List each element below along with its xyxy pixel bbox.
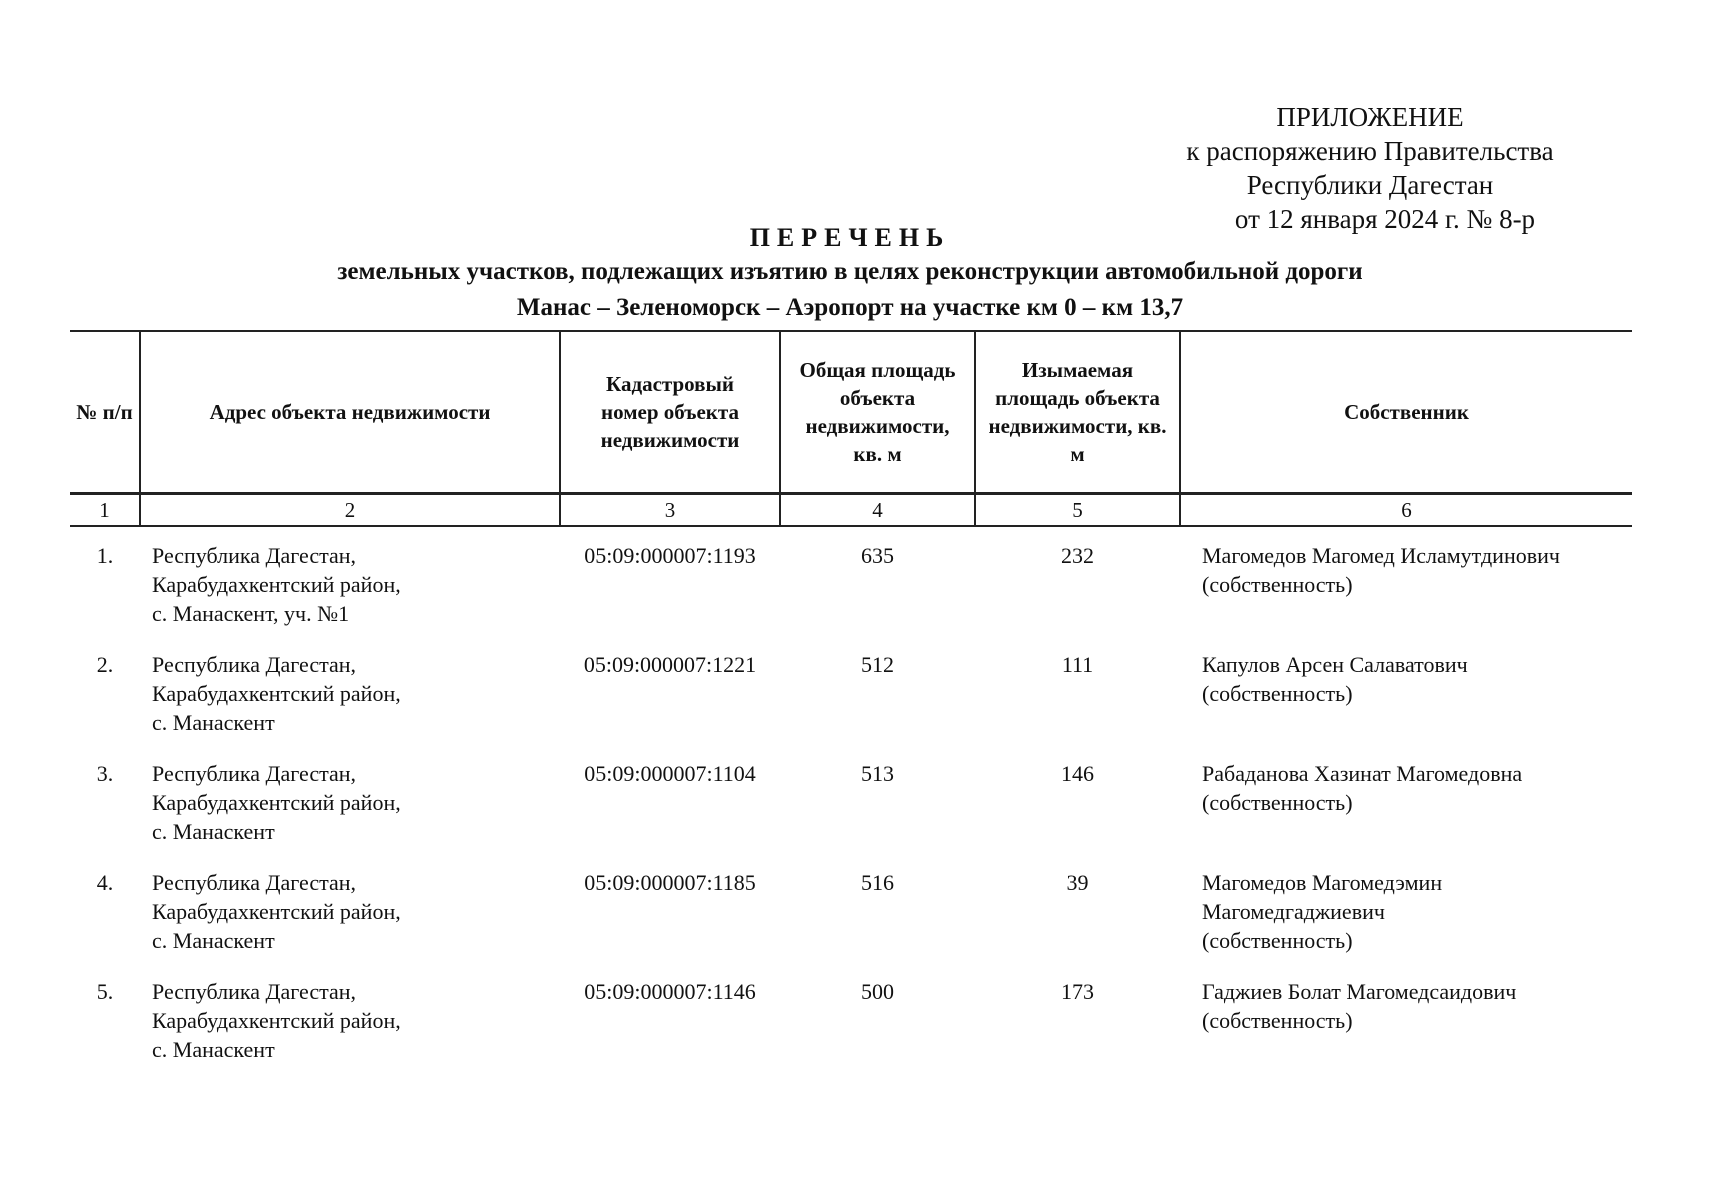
row-address <box>140 963 560 1072</box>
owner-line: (собственность) <box>1202 681 1353 706</box>
owner-line: Капулов Арсен Салаватович <box>1202 652 1468 677</box>
row-total-area: 512 <box>861 652 894 677</box>
owner-line: (собственность) <box>1202 790 1353 815</box>
row-cadastral-number: 05:09:000007:1221 <box>583 652 757 677</box>
row-number: 3. <box>96 761 114 786</box>
row-address <box>140 745 560 854</box>
row-seized-area: 39 <box>1066 870 1089 895</box>
row-seized-area: 146 <box>1061 761 1094 786</box>
table-row <box>70 526 1632 636</box>
owner-line: Рабаданова Хазинат Магомедовна <box>1202 761 1523 786</box>
address-line: Республика Дагестан, <box>152 652 357 677</box>
column-number: 1 <box>70 494 140 527</box>
header-cadastral: Кадастровый номер объекта недвижимости <box>560 331 780 494</box>
row-total-area: 516 <box>861 870 894 895</box>
address-line: с. Манаскент <box>152 1037 275 1062</box>
owner-line: (собственность) <box>1202 572 1353 597</box>
column-number: 4 <box>780 494 975 527</box>
owner-line: Гаджиев Болат Магомедсаидович <box>1202 979 1517 1004</box>
column-number-row <box>70 494 1632 527</box>
appendix-date: от 12 января 2024 г. № 8-р <box>1234 204 1536 234</box>
row-total-area: 513 <box>861 761 894 786</box>
address-line: Республика Дагестан, <box>152 543 357 568</box>
address-line: Республика Дагестан, <box>152 979 357 1004</box>
column-number: 6 <box>1180 494 1632 527</box>
appendix-line-2: Республики Дагестан <box>1246 170 1494 200</box>
address-line: с. Манаскент <box>152 819 275 844</box>
table-row <box>70 636 1632 745</box>
row-cadastral-number: 05:09:000007:1146 <box>584 979 756 1004</box>
row-address <box>140 526 560 636</box>
owner-line: (собственность) <box>1202 928 1353 953</box>
row-seized-area: 111 <box>1061 652 1094 677</box>
table-row <box>70 854 1632 963</box>
header-address: Адрес объекта недвижимости <box>140 331 560 494</box>
owner-line: Магомедгаджиевич <box>1202 899 1385 924</box>
owner-line: (собственность) <box>1202 1008 1353 1033</box>
row-seized-area: 173 <box>1061 979 1094 1004</box>
header-total-area: Общая площадь объекта недвижимости, кв. м <box>780 331 975 494</box>
address-line: с. Манаскент <box>152 710 275 735</box>
address-line: Карабудахкентский район, <box>152 790 401 815</box>
row-number: 2. <box>96 652 114 677</box>
row-address <box>140 854 560 963</box>
row-owner <box>1180 636 1632 745</box>
column-number: 3 <box>560 494 780 527</box>
address-line: с. Манаскент, уч. №1 <box>152 601 350 626</box>
header-owner: Собственник <box>1180 331 1632 494</box>
row-owner <box>1180 526 1632 636</box>
row-cadastral-number: 05:09:000007:1104 <box>584 761 756 786</box>
address-line: Республика Дагестан, <box>152 870 357 895</box>
column-number: 2 <box>140 494 560 527</box>
header-num: № п/п <box>70 331 140 494</box>
row-total-area: 500 <box>861 979 894 1004</box>
address-line: с. Манаскент <box>152 928 275 953</box>
row-number: 5. <box>96 979 114 1004</box>
address-line: Карабудахкентский район, <box>152 899 401 924</box>
table-row <box>70 963 1632 1072</box>
row-cadastral-number: 05:09:000007:1193 <box>584 543 756 568</box>
appendix-block <box>1150 100 1590 236</box>
owner-line: Магомедов Магомед Исламутдинович <box>1202 543 1560 568</box>
row-number: 4. <box>96 870 114 895</box>
title-main: ПЕРЕЧЕНЬ <box>749 223 951 252</box>
title-line-2: Манас – Зеленоморск – Аэропорт на участке км 0 – км 13,7 <box>516 294 1184 321</box>
address-line: Республика Дагестан, <box>152 761 357 786</box>
address-line: Карабудахкентский район, <box>152 1008 401 1033</box>
appendix-line-1: к распоряжению Правительства <box>1186 136 1554 166</box>
address-line: Карабудахкентский район, <box>152 572 401 597</box>
row-total-area: 635 <box>861 543 894 568</box>
row-owner <box>1180 745 1632 854</box>
row-address <box>140 636 560 745</box>
header-seized-area: Изымаемая площадь объекта недвижимости, кв. м <box>975 331 1180 494</box>
title-line-1: земельных участков, подлежащих изъятию в целях реконструкции автомобильной дороги <box>337 258 1363 285</box>
appendix-heading: ПРИЛОЖЕНИЕ <box>1276 102 1464 132</box>
land-plots-table <box>70 330 1632 1072</box>
row-seized-area: 232 <box>1061 543 1094 568</box>
header-row <box>70 331 1632 494</box>
row-owner <box>1180 854 1632 963</box>
row-cadastral-number: 05:09:000007:1185 <box>584 870 756 895</box>
address-line: Карабудахкентский район, <box>152 681 401 706</box>
row-number: 1. <box>96 543 114 568</box>
column-number: 5 <box>975 494 1180 527</box>
row-owner <box>1180 963 1632 1072</box>
table-row <box>70 745 1632 854</box>
document-title <box>200 222 1500 326</box>
owner-line: Магомедов Магомедэмин <box>1202 870 1443 895</box>
